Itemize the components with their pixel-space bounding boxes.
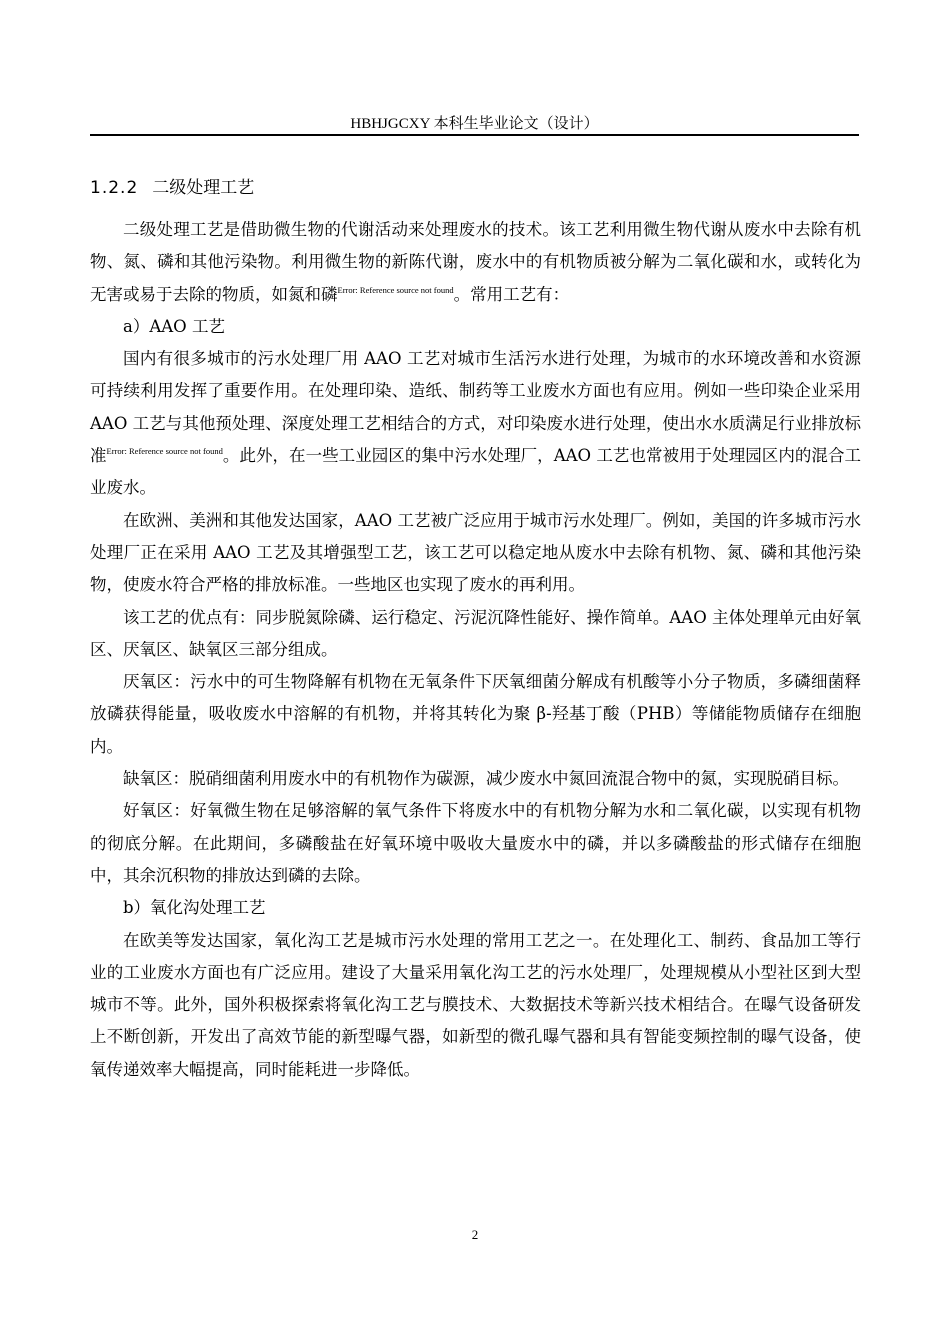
paragraph-tail: 。常用工艺有：: [453, 284, 570, 304]
reference-error: Error: Reference source not found: [106, 446, 223, 457]
paragraph: 在欧美等发达国家，氧化沟工艺是城市污水处理的常用工艺之一。在处理化工、制药、食品加工等行业的工业废水方面也有广泛应用。建设了大量采用氧化沟工艺的污水处理厂，处理规模从小型社区到大型城市不等。此外，国外积极探索将氧化沟工艺与膜技术、大数据技术等新兴技术相结合。在曝气设备研发上不断创新，开发出了高效节能的新型曝气器，如新型的微孔曝气器和具有智能变频控制的曝气设备，使氧传递效率大幅提高，同时能耗进一步降低。: [90, 930, 861, 1079]
paragraph-anaerobic-zone: 厌氧区：污水中的可生物降解有机物在无氧条件下厌氧细菌分解成有机酸等小分子物质，多磷细菌释放磷获得能量，吸收废水中溶解的有机物，并将其转化为聚 β-羟基丁酸（PHB）等储能物质储存在细胞内。: [90, 672, 861, 756]
paragraph-tail: 。此外，在一些工业园区的集中污水处理厂，AAO 工艺也常被用于处理园区内的混合工业废水。: [90, 446, 862, 498]
reference-error: Error: Reference source not found: [337, 284, 454, 295]
paragraph-text: 二级处理工艺是借助微生物的代谢活动来处理废水的技术。该工艺利用微生物代谢从废水中去除有机物、氮、磷和其他污染物。利用微生物的新陈代谢，废水中的有机物质被分解为二氧化碳和水，或转化为无害或易于去除的物质，如氮和磷: [90, 220, 861, 304]
running-header: HBHJGCXY 本科生毕业论文（设计）: [350, 116, 599, 132]
subsection-heading-a: a）AAO 工艺: [123, 316, 225, 336]
paragraph: [90, 214, 861, 311]
paragraph: 在欧洲、美洲和其他发达国家，AAO 工艺被广泛应用于城市污水处理厂。例如，美国的许多城市污水处理厂正在采用 AAO 工艺及其增强型工艺，该工艺可以稳定地从废水中去除有机物、氮、磷和其他污染物，使废水符合严格的排放标准。一些地区也实现了废水的再利用。: [90, 510, 861, 595]
paragraph-text: 国内有很多城市的污水处理厂用 AAO 工艺对城市生活污水进行处理，为城市的水环境改善和水资源可持续利用发挥了重要作用。在处理印染、造纸、制药等工业废水方面也有应用。例如一些印染企业采用 AAO 工艺与其他预处理、深度处理工艺相结合的方式，对印染废水进行处理，使出水水质满足行业排放标准: [90, 349, 861, 466]
subsection-heading-b: b）氧化沟处理工艺: [123, 898, 266, 918]
header-divider: [90, 134, 859, 136]
section-heading: [90, 174, 254, 202]
paragraph-aerobic-zone: 好氧区：好氧微生物在足够溶解的氧气条件下将废水中的有机物分解为水和二氧化碳，以实现有机物的彻底分解。在此期间，多磷酸盐在好氧环境中吸收大量废水中的磷，并以多磷酸盐的形式储存在细胞中，其余沉积物的排放达到磷的去除。: [90, 801, 861, 885]
page-number: 2: [471, 1227, 479, 1242]
paragraph: [90, 343, 861, 504]
paragraph-anoxic-zone: 缺氧区：脱硝细菌利用废水中的有机物作为碳源，减少废水中氮回流混合物中的氮，实现脱硝目标。: [123, 769, 849, 789]
section-title: 二级处理工艺: [152, 178, 255, 198]
body-text: [90, 214, 861, 1086]
section-number: 1.2.2: [90, 178, 139, 198]
paragraph: 该工艺的优点有：同步脱氮除磷、运行稳定、污泥沉降性能好、操作简单。AAO 主体处理单元由好氧区、厌氧区、缺氧区三部分组成。: [90, 607, 861, 659]
